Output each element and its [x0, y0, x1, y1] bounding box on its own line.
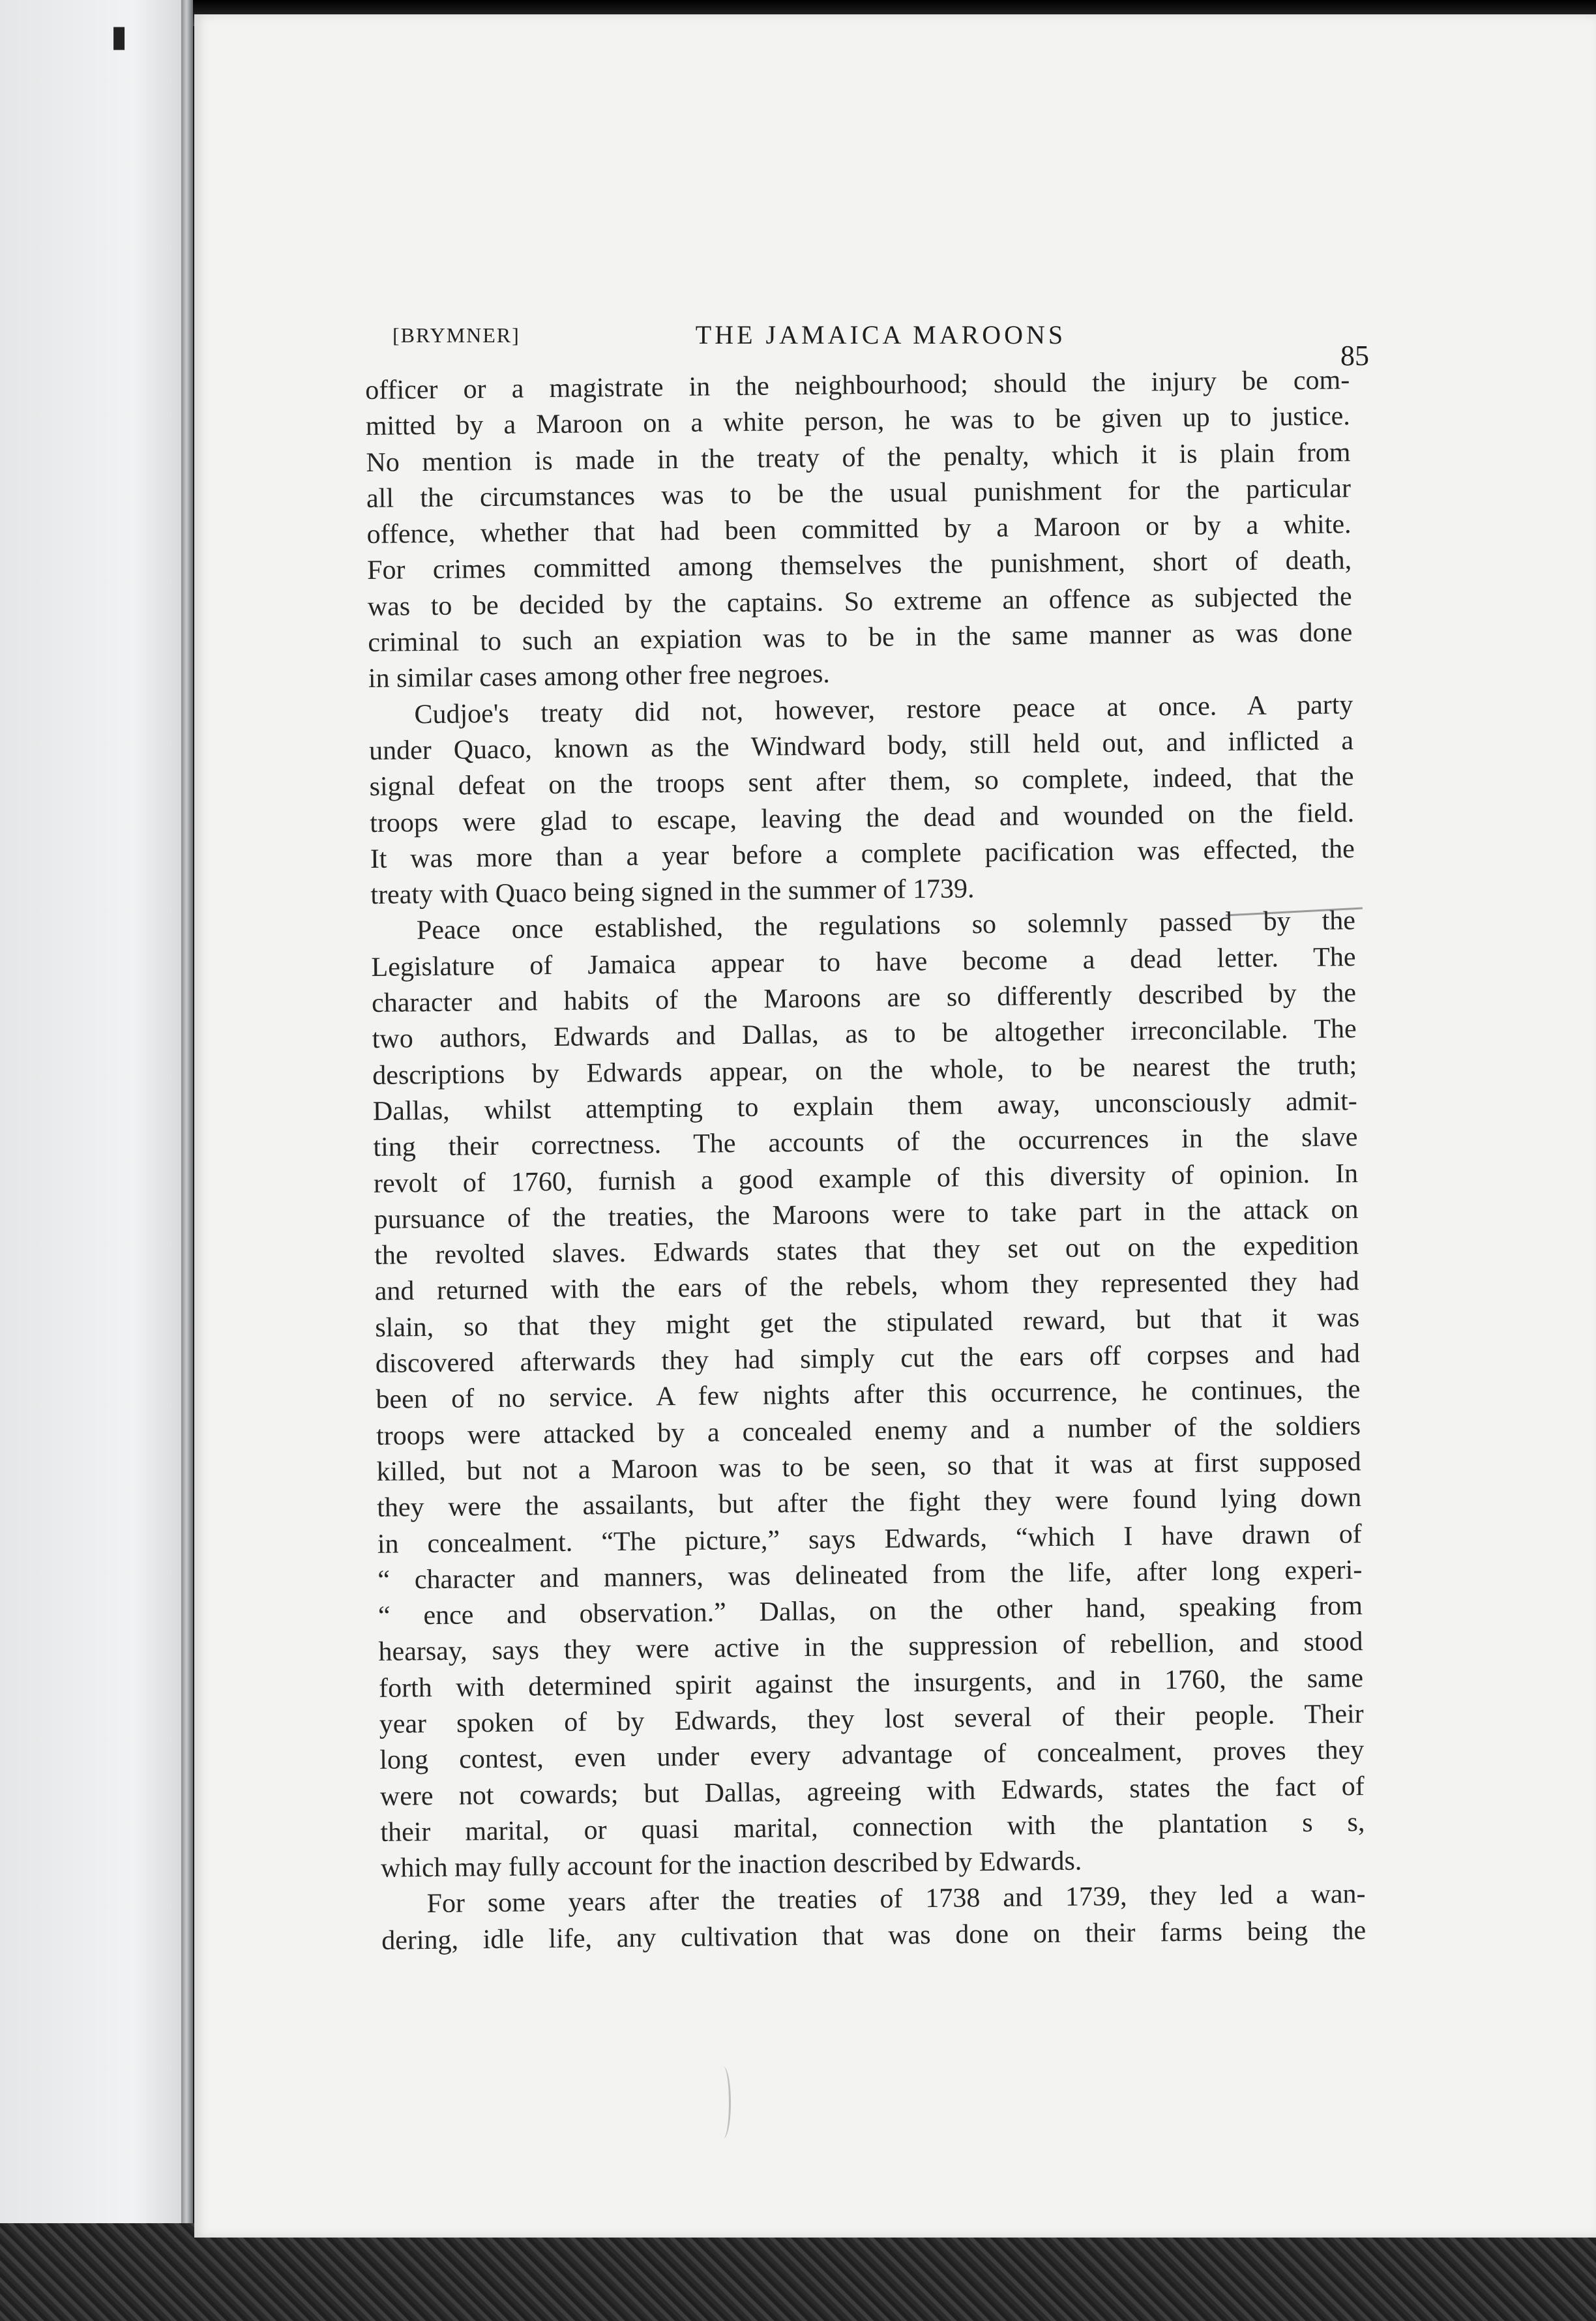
- text-line: all the circumstances was to be the usual punishment for the particular: [366, 473, 1352, 514]
- text-line: in similar cases among other free negroes.: [368, 658, 831, 694]
- text-line: slain, so that they might get the stipulated reward, but that it was: [375, 1302, 1360, 1343]
- text-line: killed, but not a Maroon was to be seen, so that it was at first supposed: [376, 1447, 1361, 1487]
- text-line: they were the assailants, but after the fight they were found lying down: [376, 1483, 1362, 1524]
- text-line: been of no service. A few nights after this occurrence, he continues, the: [376, 1374, 1361, 1415]
- pencil-bracket-mark: [716, 2067, 731, 2138]
- text-line: criminal to such an expiation was to be in the same manner as was done: [368, 617, 1353, 658]
- text-line: dering, idle life, any cultivation that was done on their farms being the: [381, 1915, 1367, 1956]
- paragraph-start-line: Peace once established, the regulations so solemnly passed by the: [416, 906, 1356, 946]
- text-line: which may fully account for the inaction described by Edwards.: [380, 1846, 1082, 1884]
- text-line: revolt of 1760, furnish a good example of this diversity of opinion. In: [373, 1158, 1359, 1199]
- scan-bottom-cloth-binding: [0, 2223, 1596, 2321]
- text-line: two authors, Edwards and Dallas, as to be altogether irreconcilable. The: [372, 1014, 1357, 1055]
- text-line: No mention is made in the treaty of the penalty, which it is plain from: [366, 437, 1351, 478]
- paragraph-start-line: Cudjoe's treaty did not, however, restore peace at once. A party: [414, 689, 1353, 730]
- text-line: discovered afterwards they had simply cut the ears off corpses and had: [375, 1338, 1361, 1379]
- ink-blot-mark: ▮: [111, 20, 128, 53]
- body-text: [365, 362, 1366, 1959]
- text-line: long contest, even under every advantage of concealment, proves they: [379, 1735, 1365, 1776]
- text-line: and returned with the ears of the rebels, whom they represented they had: [374, 1266, 1359, 1307]
- text-line: under Quaco, known as the Windward body, still held out, and inflicted a: [368, 726, 1354, 766]
- page-number: 85: [1340, 340, 1369, 372]
- text-line: their marital, or quasi marital, connection with the plantation s s,: [380, 1807, 1365, 1848]
- text-line: treaty with Quaco being signed in the summer of 1739.: [370, 874, 975, 911]
- text-line: troops were attacked by a concealed enemy and a number of the soldiers: [376, 1410, 1361, 1451]
- text-line: year spoken of by Edwards, they lost several of their people. Their: [379, 1699, 1364, 1739]
- text-line: “ ence and observation.” Dallas, on the other hand, speaking from: [377, 1591, 1363, 1631]
- text-line: hearsay, says they were active in the suppression of rebellion, and stood: [378, 1627, 1363, 1668]
- text-line: Legislature of Jamaica appear to have become a dead letter. The: [371, 941, 1356, 983]
- text-line: were not cowards; but Dallas, agreeing with Edwards, states the fact of: [379, 1771, 1365, 1812]
- text-line: in concealment. “The picture,” says Edwards, “which I have drawn of: [377, 1518, 1362, 1560]
- book-gutter: [181, 0, 193, 2236]
- text-line: character and habits of the Maroons are so differently described by the: [371, 978, 1357, 1018]
- text-line: pursuance of the treaties, the Maroons were to take part in the attack on: [374, 1194, 1359, 1235]
- text-line: It was more than a year before a complete pacification was effected, the: [370, 834, 1355, 874]
- running-head-author: [BRYMNER]: [392, 323, 520, 347]
- text-line: troops were glad to escape, leaving the dead and wounded on the field.: [369, 797, 1355, 838]
- page-header: [392, 319, 1369, 372]
- text-line: forth with determined spirit against the insurgents, and in 1760, the same: [378, 1663, 1364, 1704]
- text-line: Dallas, whilst attempting to explain them away, unconsciously admit-: [372, 1086, 1358, 1127]
- paragraph-start-line: For some years after the treaties of 1738 and 1739, they led a wan-: [426, 1879, 1366, 1919]
- text-line: ting their correctness. The accounts of the occurrences in the slave: [373, 1122, 1358, 1163]
- text-line: “ character and manners, was delineated from the life, after long experi-: [377, 1554, 1363, 1595]
- text-line: descriptions by Edwards appear, on the whole, to be nearest the truth;: [372, 1050, 1357, 1091]
- text-line: was to be decided by the captains. So extreme an offence as subjected the: [367, 581, 1352, 622]
- text-line: offence, whether that had been committed by a Maroon or by a white.: [366, 509, 1352, 550]
- text-line: officer or a magistrate in the neighbourhood; should the injury be com-: [365, 365, 1350, 406]
- text-line: the revolted slaves. Edwards states that they set out on the expedition: [374, 1230, 1359, 1271]
- facing-page-edge: [0, 0, 190, 2236]
- running-title: THE JAMAICA MAROONS: [695, 320, 1067, 349]
- text-line: For crimes committed among themselves the punishment, short of death,: [366, 545, 1352, 586]
- text-line: signal defeat on the troops sent after them, so complete, indeed, that the: [369, 761, 1354, 803]
- text-line: mitted by a Maroon on a white person, he was to be given up to justice.: [365, 401, 1351, 442]
